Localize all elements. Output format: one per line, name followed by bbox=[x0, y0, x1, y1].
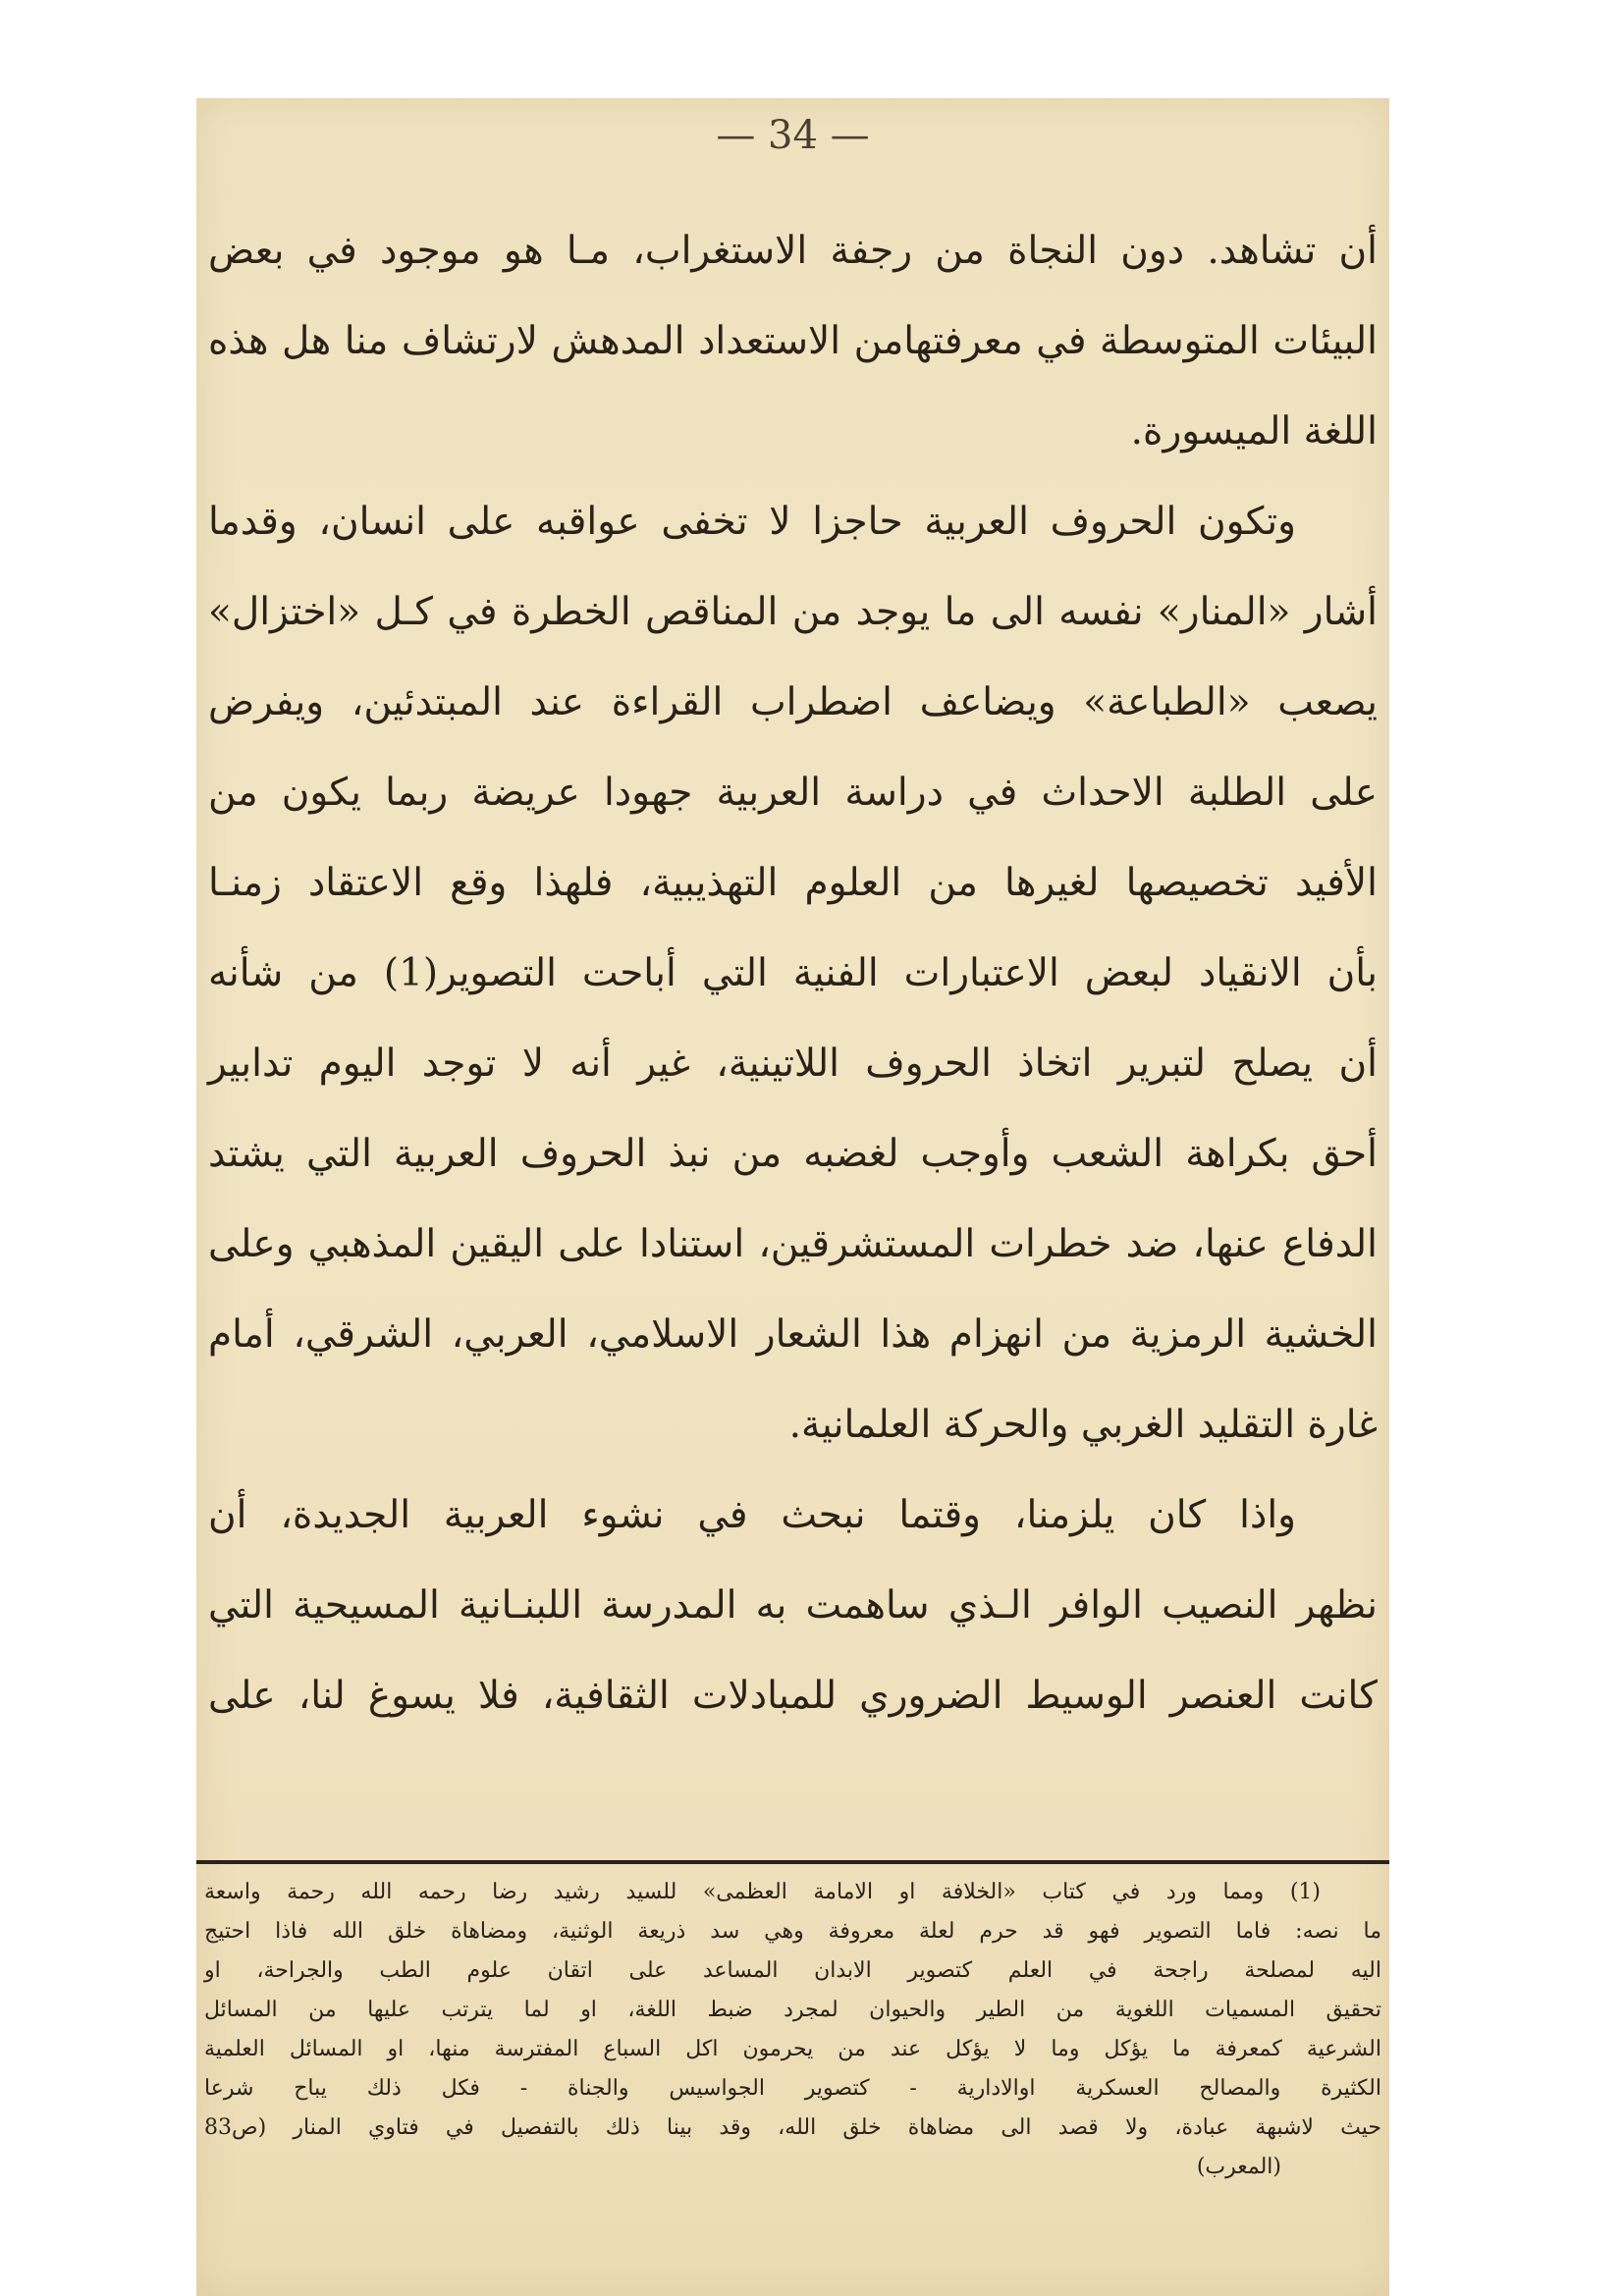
text-line: بأن الانقياد لبعض الاعتبارات الفنية التي أباحت التصوير(1) من شأنه bbox=[208, 951, 1379, 995]
text-line: أشار «المنار» نفسه الى ما يوجد من المناقص الخطرة في كـل «اختزال» bbox=[208, 590, 1378, 634]
text-line: البيئات المتوسطة في معرفتهامن الاستعداد المدهش لارتشاف منا هل هذه bbox=[208, 319, 1378, 363]
text-line: واذا كان يلزمنا، وقتما نبحث في نشوء العربية الجديدة، أن bbox=[208, 1493, 1296, 1537]
text-line: الأفيد تخصيصها لغيرها من العلوم التهذيبية، فلهذا وقع الاعتقاد زمنـا bbox=[208, 861, 1378, 905]
footnote-line: اليه لمصلحة راجحة في العلم كتصوير الابدان المساعد على اتقان علوم الطب والجراحة، او bbox=[204, 1958, 1381, 1983]
text-line: أن تشاهد. دون النجاة من رجفة الاستغراب، مـا هو موجود في بعض bbox=[208, 229, 1378, 273]
text-line: الخشية الرمزية من انهزام هذا الشعار الاسلامي، العربي، الشرقي، أمام bbox=[208, 1312, 1378, 1357]
footnote-section bbox=[196, 1873, 1389, 2187]
footnote-line: حيث لاشبهة عبادة، ولا قصد الى مضاهاة خلق الله، وقد بينا ذلك بالتفصيل في فتاوي المنار (ص83 bbox=[204, 2115, 1381, 2140]
text-line: اللغة الميسورة. bbox=[1130, 409, 1378, 454]
page-number: — 34 — bbox=[716, 113, 870, 158]
footnote-divider bbox=[196, 1860, 1389, 1864]
text-line: غارة التقليد الغربي والحركة العلمانية. bbox=[788, 1403, 1378, 1447]
body-text bbox=[196, 206, 1389, 1741]
text-line: أن يصلح لتبرير اتخاذ الحروف اللاتينية، غير أنه لا توجد اليوم تدابير bbox=[208, 1041, 1378, 1086]
footnote-line: الشرعية كمعرفة ما يؤكل وما لا يؤكل عند من يحرمون اكل السباع المفترسة منها، او المسائل العلمية bbox=[204, 2037, 1381, 2061]
text-line: كانت العنصر الوسيط الضروري للمبادلات الثقافية، فلا يسوغ لنا، على bbox=[208, 1674, 1378, 1718]
footnote-line: (1) ومما ورد في كتاب «الخلافة او الامامة العظمى» للسيد رشيد رضا رحمه الله رحمة واسعة bbox=[204, 1880, 1321, 1904]
footnote-line: الكثيرة والمصالح العسكرية اوالادارية - كتصوير الجواسيس والجناة - فكل ذلك يباح شرعا bbox=[204, 2076, 1381, 2101]
text-line: وتكون الحروف العربية حاجزا لا تخفى عواقبه على انسان، وقدما bbox=[208, 500, 1296, 544]
footnote-line: (المعرب) bbox=[1196, 2155, 1281, 2179]
text-line: على الطلبة الاحداث في دراسة العربية جهودا عريضة ربما يكون من bbox=[208, 771, 1378, 815]
book-page bbox=[196, 98, 1389, 2296]
text-line: نظهر النصيب الوافر الـذي ساهمت به المدرسة اللبنـانية المسيحية التي bbox=[208, 1583, 1378, 1628]
footnote-line: ما نصه: فاما التصوير فهو قد حرم لعلة معروفة وهي سد ذريعة الوثنية، ومضاهاة خلق الله فاذا احتيج bbox=[204, 1919, 1381, 1944]
text-line: أحق بكراهة الشعب وأوجب لغضبه من نبذ الحروف العربية التي يشتد bbox=[208, 1132, 1378, 1176]
text-line: يصعب «الطباعة» ويضاعف اضطراب القراءة عند المبتدئين، ويفرض bbox=[208, 680, 1378, 724]
text-line: الدفاع عنها، ضد خطرات المستشرقين، استنادا على اليقين المذهبي وعلى bbox=[208, 1222, 1378, 1266]
footnote-line: تحقيق المسميات اللغوية من الطير والحيوان لمجرد ضبط اللغة، او لما يترتب عليها من المسائل bbox=[204, 1998, 1382, 2022]
